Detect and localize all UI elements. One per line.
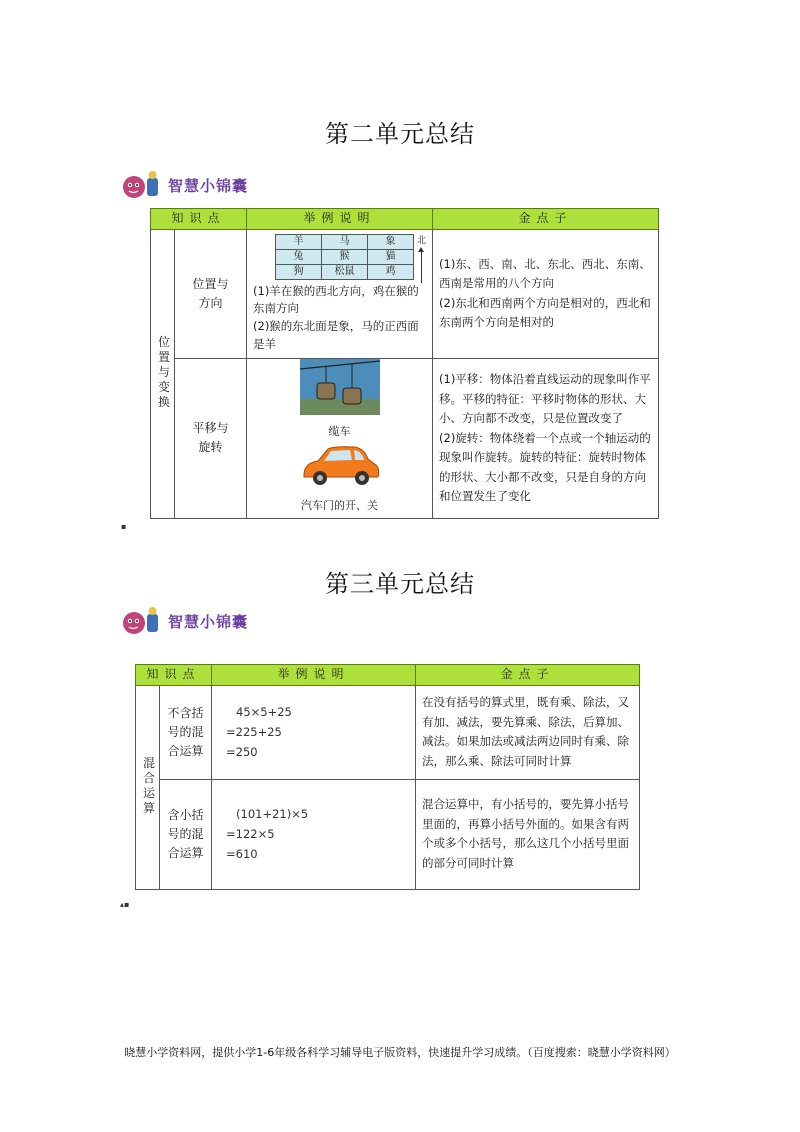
unit2-topic-transform bbox=[175, 358, 247, 518]
tip-line: (1)平移：物体沿着直线运动的现象叫作平移。平移的特征：平移时物体的形状、大小、方向都不改变，只是位置改变了 bbox=[439, 371, 651, 426]
unit2-table bbox=[150, 208, 659, 519]
example-line: (1)羊在猴的西北方向，鸡在猴的东南方向 bbox=[253, 283, 419, 316]
topic-line: 不含括 bbox=[167, 705, 204, 720]
unit2-category-label: 位置与变换 bbox=[157, 335, 170, 410]
cable-car-caption: 缆车 bbox=[328, 425, 351, 439]
unit2-header-example: 举例说明 bbox=[247, 209, 433, 230]
tip-line: 混合运算中，有小括号的，要先算小括号里面的，再算小括号外面的。如果含有两个或多个小括号，那么这几个小括号里面的部分可同时计算 bbox=[422, 797, 630, 870]
math-line: =610 bbox=[226, 847, 258, 862]
mascot-icon bbox=[120, 168, 162, 202]
grid-cell: 羊 bbox=[276, 234, 322, 249]
unit3-topic-no-bracket bbox=[160, 685, 212, 779]
unit3-category-label: 混合运算 bbox=[142, 756, 155, 816]
unit2-title: 第二单元总结 bbox=[325, 120, 475, 148]
grid-cell: 猫 bbox=[367, 249, 413, 264]
math-line: 45×5+25 bbox=[236, 705, 292, 720]
unit3-header-tips: 金点子 bbox=[416, 665, 640, 686]
unit2-tips-position bbox=[433, 229, 659, 358]
grid-cell: 鸡 bbox=[367, 264, 413, 279]
unit3-title: 第三单元总结 bbox=[325, 570, 475, 598]
topic-line: 位置与 bbox=[192, 276, 229, 291]
unit3-header-example: 举例说明 bbox=[212, 665, 416, 686]
topic-line: 合运算 bbox=[167, 743, 204, 758]
tip-line: (2)东北和西南两个方向是相对的，西北和东南两个方向是相对的 bbox=[439, 295, 651, 330]
direction-grid-wrap bbox=[275, 234, 426, 283]
unit3-example-no-bracket bbox=[212, 685, 416, 779]
unit2-category bbox=[151, 229, 175, 518]
tip-line: (2)旋转：物体绕着一个点或一个轴运动的现象叫作旋转。旋转的特征：旋转时物体的形状、大小都不改变，只是自身的方向和位置发生了变化 bbox=[439, 430, 651, 504]
unit2-header-row bbox=[151, 209, 659, 230]
table-row bbox=[136, 779, 640, 889]
cable-car-image bbox=[300, 359, 380, 415]
unit2-example-position bbox=[247, 229, 433, 358]
topic-line: 合运算 bbox=[167, 845, 204, 860]
unit2-badge-label: 智慧小锦囊 bbox=[168, 176, 249, 195]
unit2-example-transform bbox=[247, 358, 433, 518]
car-image bbox=[298, 443, 382, 489]
page-footer: 晓慧小学资料网，提供小学1-6年级各科学习辅导电子版资料，快速提升学习成绩。（百度搜索：晓慧小学资料网） bbox=[124, 1046, 676, 1059]
unit3-badge bbox=[120, 604, 248, 638]
table-row bbox=[136, 685, 640, 779]
math-line: =122×5 bbox=[226, 827, 275, 842]
scan-mark: ▪ bbox=[121, 522, 127, 531]
animal-grid bbox=[275, 234, 414, 280]
scan-mark: ▴▪ bbox=[120, 900, 130, 909]
unit3-header-knowledge: 知识点 bbox=[136, 665, 212, 686]
unit2-header-knowledge: 知识点 bbox=[151, 209, 247, 230]
unit3-badge-label: 智慧小锦囊 bbox=[168, 612, 249, 631]
unit3-topic-bracket bbox=[160, 779, 212, 889]
unit3-tips-bracket bbox=[416, 779, 640, 889]
topic-line: 平移与 bbox=[192, 421, 229, 436]
grid-cell: 松鼠 bbox=[322, 264, 368, 279]
car-caption: 汽车门的开、关 bbox=[301, 499, 379, 513]
topic-line: 含小括 bbox=[167, 807, 204, 822]
grid-cell: 马 bbox=[322, 234, 368, 249]
tip-line: (1)东、西、南、北、东北、西北、东南、西南是常用的八个方向 bbox=[439, 256, 651, 291]
math-line: (101+21)×5 bbox=[236, 807, 309, 822]
unit3-header-row bbox=[136, 665, 640, 686]
unit2-header-tips: 金点子 bbox=[433, 209, 659, 230]
math-line: =225+25 bbox=[226, 725, 282, 740]
topic-line: 方向 bbox=[198, 295, 223, 310]
topic-line: 旋转 bbox=[198, 440, 223, 455]
table-row bbox=[151, 358, 659, 518]
grid-cell: 狗 bbox=[276, 264, 322, 279]
grid-cell: 猴 bbox=[322, 249, 368, 264]
unit3-category bbox=[136, 685, 160, 889]
grid-cell: 兔 bbox=[276, 249, 322, 264]
example-line: (2)猴的东北面是象，马的正西面是羊 bbox=[253, 319, 419, 352]
north-label: 北 bbox=[417, 235, 427, 246]
math-line: =250 bbox=[226, 745, 258, 760]
table-row bbox=[151, 229, 659, 358]
unit3-example-bracket bbox=[212, 779, 416, 889]
unit2-topic-position bbox=[175, 229, 247, 358]
unit2-badge bbox=[120, 168, 248, 202]
topic-line: 号的混 bbox=[167, 826, 204, 841]
unit3-table bbox=[135, 664, 640, 890]
north-arrow-icon bbox=[417, 234, 426, 283]
mascot-icon bbox=[120, 604, 162, 638]
topic-line: 号的混 bbox=[167, 724, 204, 739]
grid-cell: 象 bbox=[367, 234, 413, 249]
unit2-tips-transform bbox=[433, 358, 659, 518]
tip-line: 在没有括号的算式里，既有乘、除法，又有加、减法，要先算乘、除法，后算加、减法。如果加法或减法两边同时有乘、除法，那么乘、除法可同时计算 bbox=[422, 695, 630, 768]
unit3-tips-no-bracket bbox=[416, 685, 640, 779]
